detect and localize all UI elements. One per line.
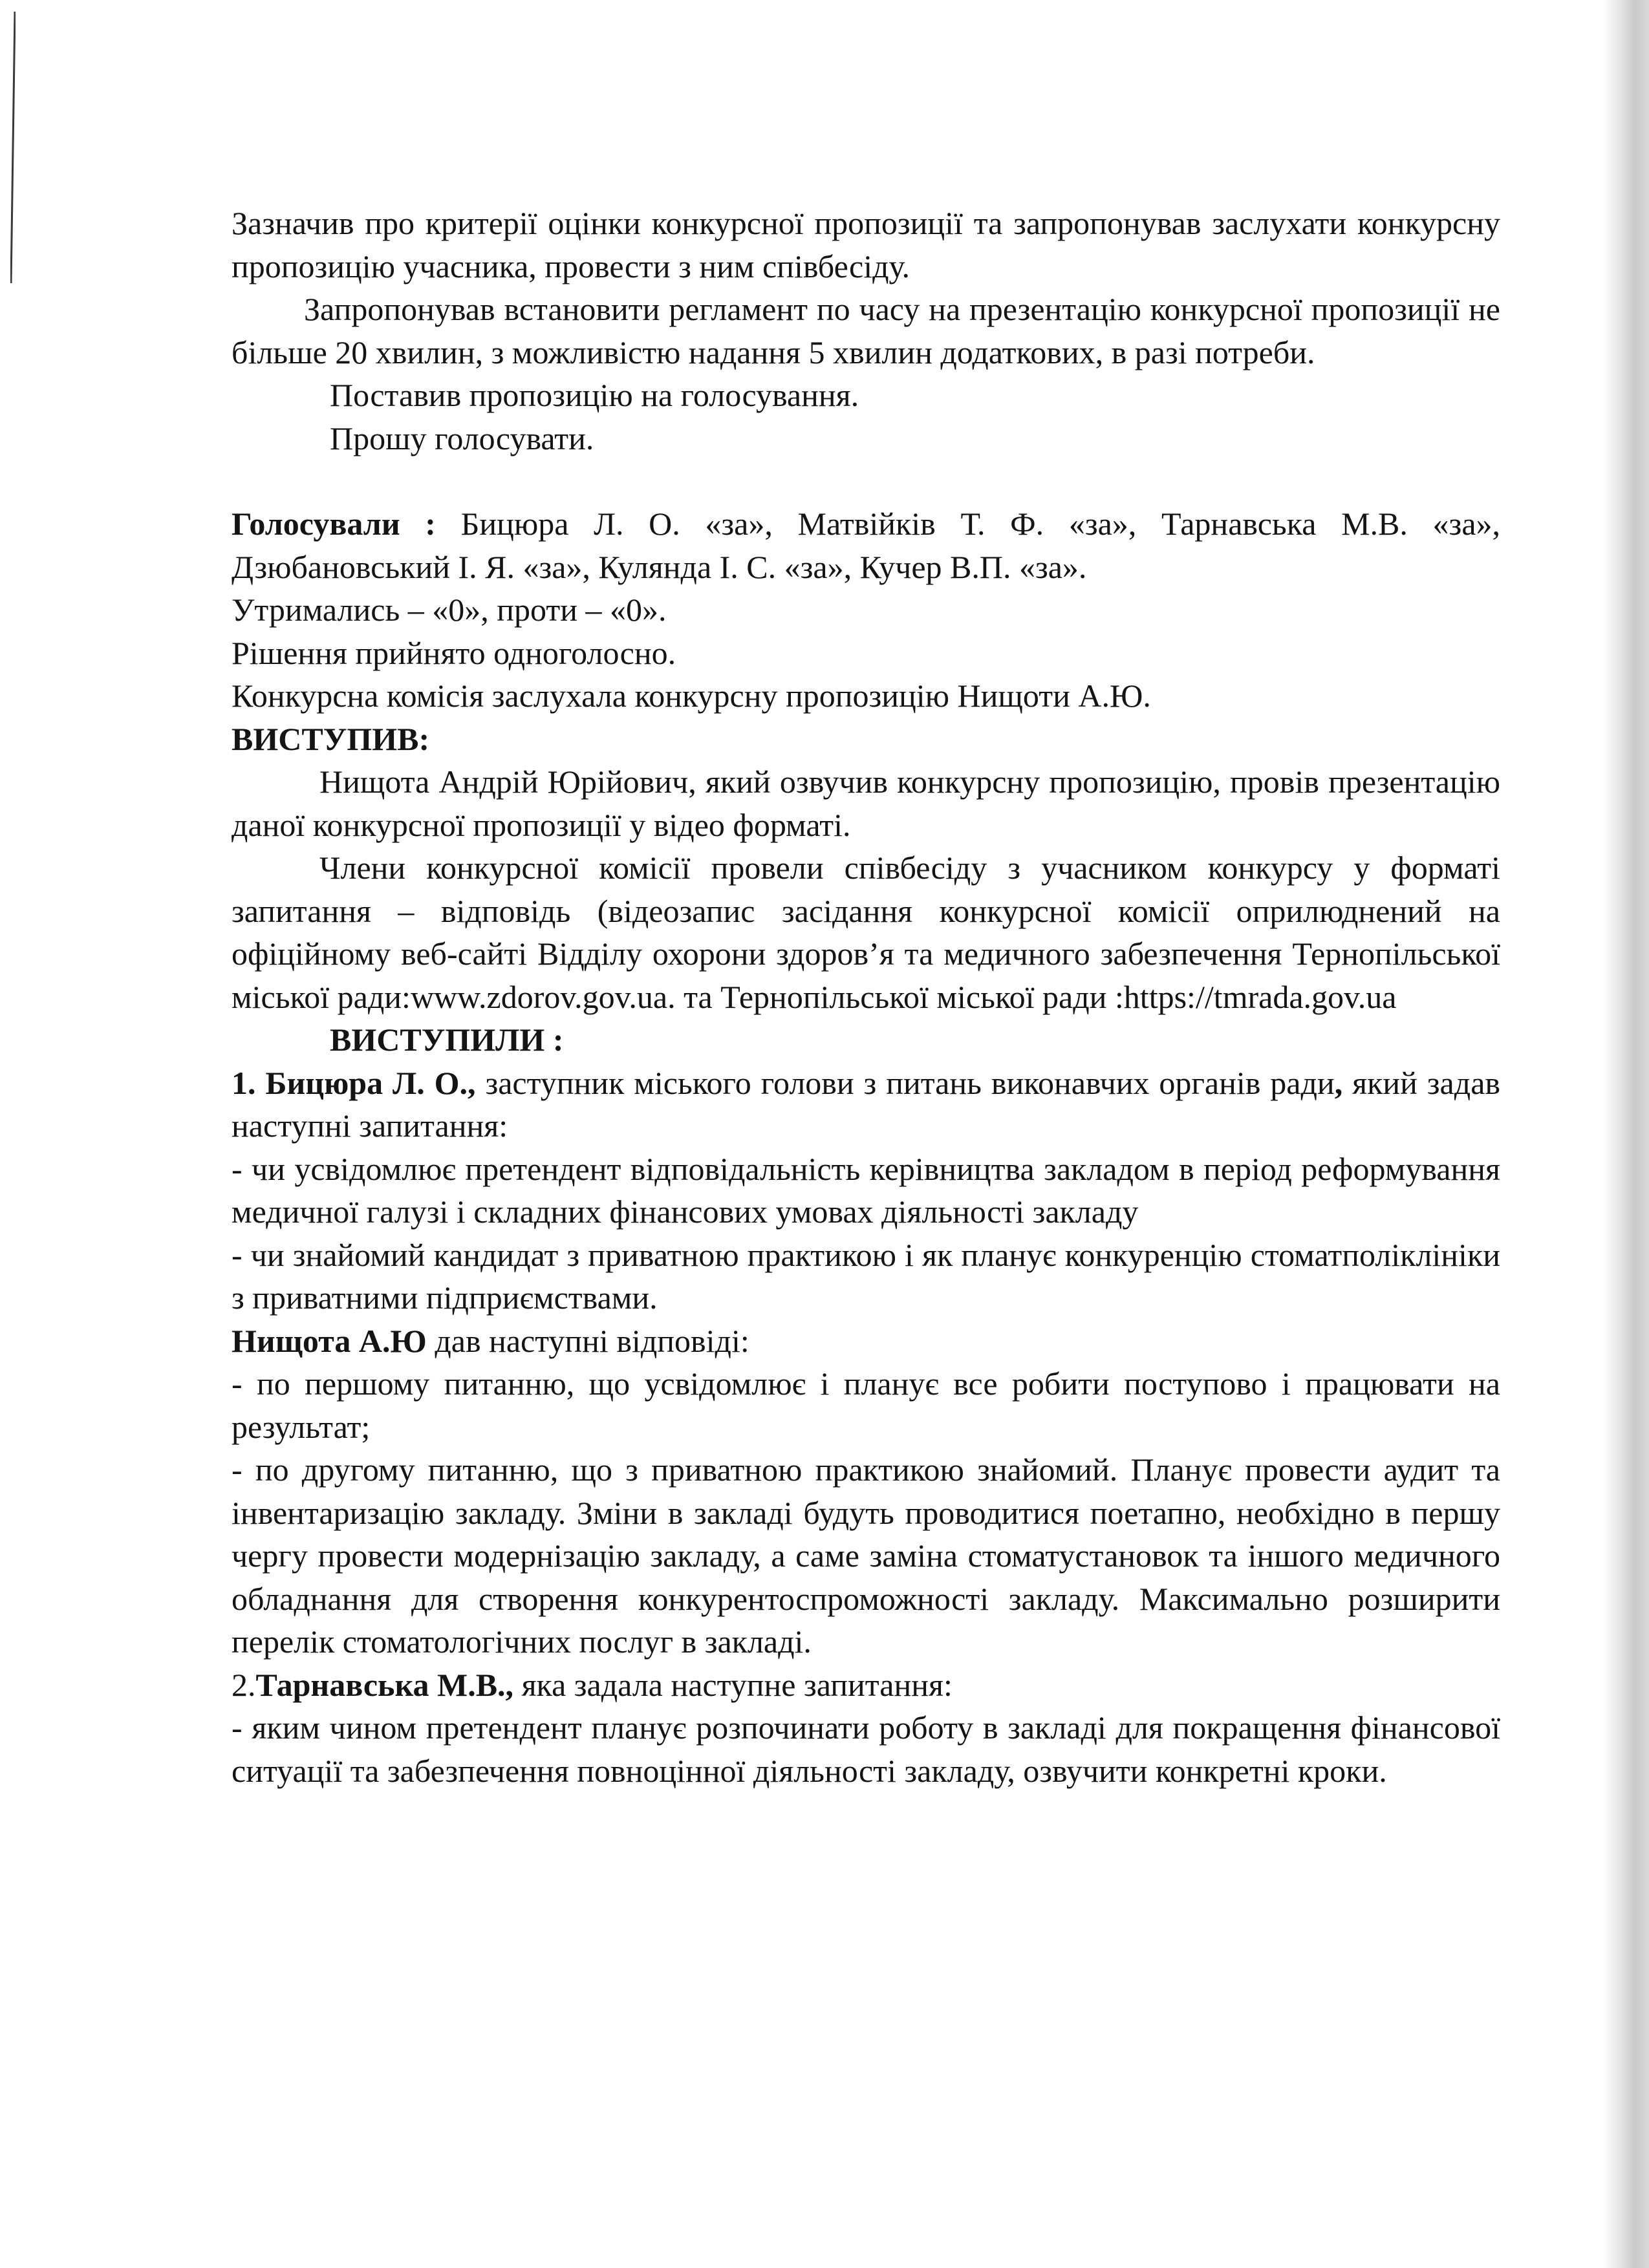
heading-spoke: ВИСТУПИВ: (232, 720, 430, 757)
vote-label: Голосували : (232, 506, 436, 542)
question-2-intro: яка задала наступне запитання: (513, 1666, 953, 1703)
answer-item-b: - по другому питанню, що з приватною практикою знайомий. Планує провести аудит та інвентаризацію закладу. Зміни в закладі будуть проводитися поетапно, необхідно в першу чергу провести модернізацію закладу, а саме заміна стоматустановок та іншого медичного обладнання для створення конкурентоспроможності закладу. Максимально розширити перелік стоматологічних послуг в закладі. (232, 1451, 1500, 1660)
paragraph-decision: Рішення прийнято одноголосно. (232, 634, 676, 671)
answer-name: Нищота А.Ю (232, 1322, 427, 1359)
document-page (232, 202, 1500, 1792)
paragraph-heard: Конкурсна комісія заслухала конкурсну пропозицію Нищоти А.Ю. (232, 678, 1151, 714)
scanner-edge-shadow (1604, 0, 1649, 2268)
paragraph-question-1 (232, 1062, 1500, 1148)
paragraph-abstain: Утримались – «0», проти – «0». (232, 592, 667, 628)
paragraph-question-2 (232, 1664, 1500, 1707)
paragraph-interview: Члени конкурсної комісії провели співбесіду з учасником конкурсу у форматі запитання – відповідь (відеозапис засідання конкурсної комісії оприлюднений на офіційному веб-сайті Відділу охорони здоров’я та медичного забезпечення Тернопільської міської ради:www.zdorov.gov.ua. та Тернопільської міської ради :https://tmrada.gov.ua (232, 850, 1500, 1015)
question-1-comma: , (1334, 1064, 1343, 1101)
question-1-item-a: - чи усвідомлює претендент відповідальність керівництва закладом в період реформування медичної галузі і складних фінансових умовах діяльності закладу (232, 1150, 1500, 1230)
question-1-role: заступник міського голови з питань виконавчих органів ради (475, 1064, 1335, 1101)
paragraph-answers (232, 1320, 1500, 1363)
question-2-number: 2. (232, 1666, 256, 1703)
paragraph-put-to-vote: Поставив пропозицію на голосування. (330, 377, 859, 413)
spacer (232, 460, 1500, 502)
paragraph-please-vote: Прошу голосувати. (330, 420, 594, 456)
question-1-name: 1. Бицюра Л. О., (232, 1064, 476, 1101)
paragraph-spoke: Нищота Андрій Юрійович, який озвучив конкурсну пропозицію, провів презентацію даної конкурсної пропозиції у відео форматі. (232, 764, 1500, 843)
paragraph-regulation: Запропонував встановити регламент по часу на презентацію конкурсної пропозиції не більше 20 хвилин, з можливістю надання 5 хвилин додаткових, в разі потреби. (232, 291, 1500, 370)
question-2-name: Тарнавська М.В., (255, 1666, 514, 1703)
paragraph-vote-result (232, 502, 1500, 588)
answer-item-a: - по першому питанню, що усвідомлює і планує все робити поступово і працювати на результат; (232, 1365, 1500, 1445)
question-1-item-b: - чи знайомий кандидат з приватною практикою і як планує конкуренцію стоматполіклініки з приватними підприємствами. (232, 1236, 1500, 1316)
scan-mark (10, 12, 16, 283)
paragraph-criteria: Зазначив про критерії оцінки конкурсної пропозиції та запропонував заслухати конкурсну пропозицію учасника, провести з ним співбесіду. (232, 205, 1500, 284)
vote-list: Бицюра Л. О. «за», Матвійків Т. Ф. «за», Тарнавська М.В. «за», Дзюбановський І. Я. «за», Кулянда І. С. «за», Кучер В.П. «за». (232, 506, 1501, 585)
question-1-intro: який задав наступні запитання: (232, 1064, 1500, 1144)
heading-spoke-plural: ВИСТУПИЛИ : (330, 1022, 564, 1058)
question-2-item-a: - яким чином претендент планує розпочинати роботу в закладі для покращення фінансової ситуації та забезпечення повноцінної діяльності закладу, озвучити конкретні кроки. (232, 1709, 1500, 1789)
answer-intro: дав наступні відповіді: (426, 1322, 749, 1359)
